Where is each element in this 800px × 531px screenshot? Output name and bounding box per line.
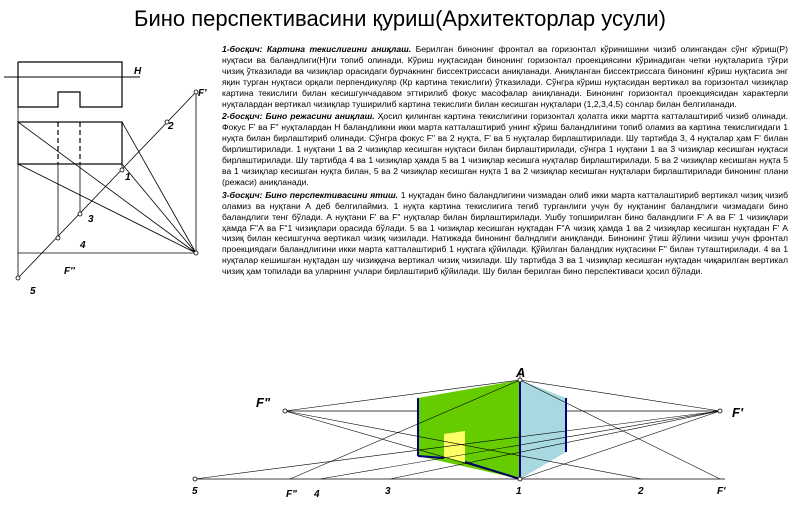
label-2: 2 [168, 121, 174, 132]
label-3: 3 [88, 214, 94, 225]
label-5: 5 [30, 286, 36, 297]
label-3-bottom: 3 [385, 486, 391, 497]
point-f1-top [718, 409, 722, 413]
label-5-bottom: 5 [192, 486, 198, 497]
label-f2-top: F" [256, 395, 271, 410]
side-face [520, 380, 566, 479]
label-h: H [134, 66, 142, 77]
step-1-text: Берилган бинонинг фронтал ва горизонтал кўринишини чизиб олингандан сўнг кўриш(Р) нуқтаси ва баландлиги(Н)ги топиб олинади. Кўриш нуқтасидан бинонинг горизонтал проекциясини кўринадиган четки нуқталарига тўғри чизиқ ўтказилади ва чизиқлар орасидаги бурчакнинг биссектриссаси аниқланади. Аниқланган биссектриссага бинонинг кўриш нуқтасига энг яқин турган нуқтаси орқали перпендикуляр (Кр картина текислиги) ўтказилади. Сўнгра кўриш нуқтасидан вертикал ва горизонтал чизиқлар картина текислиги билан кесишгунчадавом эттирилиб фокус масофалар аниқланади. Бинонинг горизонтал проекциясидан характерли нуқталардан вертикал чизиқлар туширилиб картина текислиги билан кесишган нуқталари (1,2,3,4,5) сонлар билан белгиланади. [222, 44, 788, 109]
step-3-text: 1 нуқтадан бино баландлигини чизмадан олиб икки марта катталаштириб вертикал чизиқ чизиб оламиз ва нуқтани А деб белгилаймиз. 1 нуқта картина текислигига тегиб турганлиги учун бу нуқтанинг баландлиги чизмадаги бино баландлиги тенг бўлади. А нуқтани F' ва F" нуқталар билан бирлаштирилади. Ушбу топширилган бино баландлиги F' А ва F' 1 чизиқлари ҳамда F"А ва F"1 чизиқлари орасида бўлади. 5 ва 1 чизиқлар кесишган нуқтадан F"А чизиқ ҳамда 1 ва 2 чизиқлар кесишган нуқтадан F' А чизиқ билан кесишгунча вертикал чизиқ чизилади. Натижада бинонинг балндлиги аниқланди. Бинонинг ўтиш йўлини чизиш учун фронтал проекциядаги баландлигини икки марта катталаштириб 1 нуқтага қўйилади. Қўйилган баландлик нуқтасини F" билан туташтирилади. 4 ва 1 нуқталар кешишган нуқтадан шу чизиққача вертикал чизиқ чизилади. Шу тартибда 3 ва 1 чизиқлар кесишган нуқтадан чиқарилган вертикал чизиқ ҳам топилади ва уларнинг учлари бирлаштириб қўйилади. Шу билан берилган бино перспективаси ҳосил бўлади. [222, 189, 789, 277]
label-f2: F'' [64, 266, 75, 277]
page-title: Бино перспективасини қуриш(Архитекторлар усули) [134, 6, 666, 31]
label-2-bottom: 2 [638, 486, 644, 497]
label-4: 4 [80, 240, 86, 251]
step-2-heading: 2-босқич: Бино режасини аниқлаш. [222, 111, 375, 122]
step-1-heading: 1-босқич: Картина текислигини аниқлаш. [222, 44, 412, 54]
point-1-bottom [518, 477, 522, 481]
label-f1-top: F' [732, 405, 744, 420]
step-3-heading: 3-босқич: Бино перспективасини ятиш. [222, 189, 399, 200]
point-f2-top [283, 409, 287, 413]
label-f1-bottom: F' [717, 486, 726, 497]
label-a: A [516, 365, 526, 380]
step-2-text: Ҳосил қилинган картина текислигини горизонтал ҳолатга икки мартта катталаштириб чизиб олинади. Фокус F' ва F" нуқталардан Н баландликни икки марта катталаштириб унинг кўриш баландлигини топиб оламиз ва картина текислигидаги 1 нуқта билан бирлаштириб олинади. Сўнгра фокус F" ва 2 нуқта, F' ва 5 нуқталар бирлаштирилади. Шу тартибда 3, 4 нуқталар ҳам F' билан бирлиштирилади. 1 нуқтани 1 ва 2 чизиқлар кесишган нуқтаси билан бирлаштирилади, сўнгра 1 нуқтани 1 ва 3 чизиқлар кесишган нуқтаси бирлаштирилади. Шу тартибда 4 ва 1 чизиқлар ҳамда 5 ва 1 чизиқлар кесишга нуқталар бирлаштирилади. 5 ва 2 чизиқлар кесишган нуқта 5 ва 1 чизиқлар кесишган нуқта билан, 5 ва 2 чизиқлар кесишган нуқта 1 ва 2 чизиқлар кесишган нуқталари бирлаштирилади бинонинг плани (режаси) аниқланади. [222, 111, 789, 187]
point-5-bottom [193, 477, 197, 481]
label-1: 1 [125, 172, 131, 183]
label-f2-bottom: F" [286, 489, 297, 500]
label-f1: F' [198, 88, 207, 99]
label-1-bottom: 1 [516, 486, 522, 497]
label-4-bottom: 4 [314, 489, 320, 500]
